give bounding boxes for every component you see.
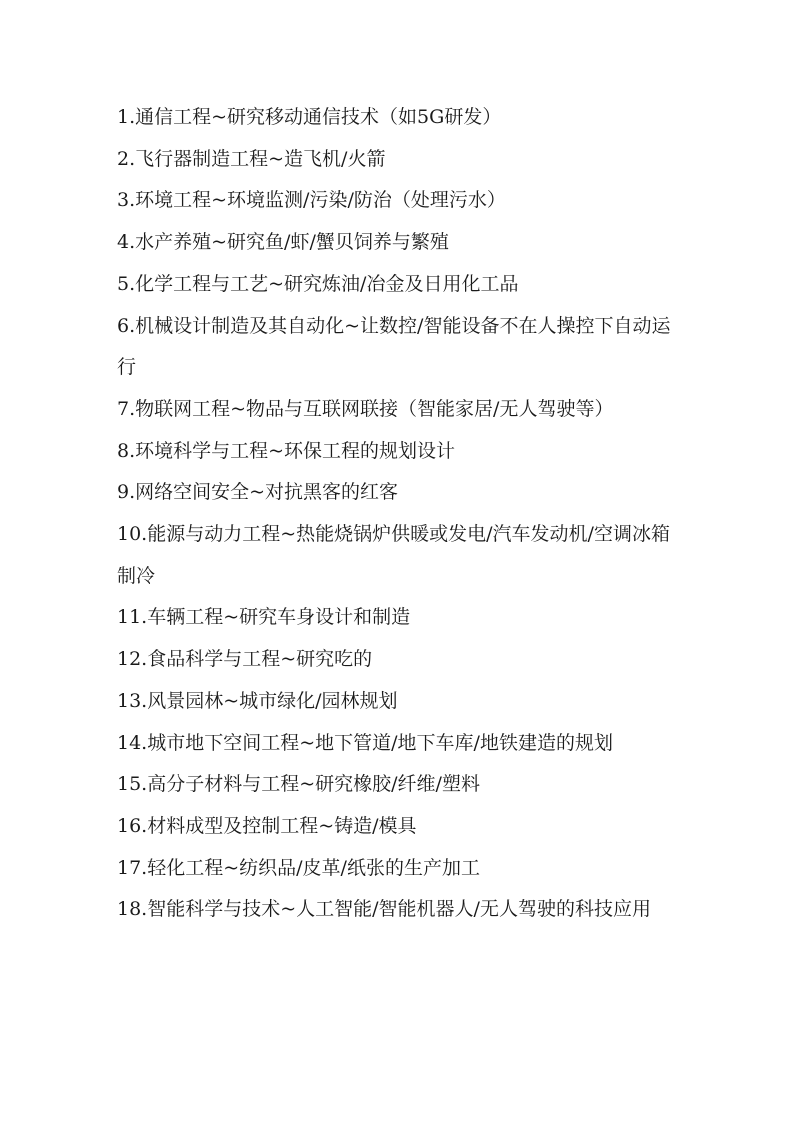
list-item: 15.高分子材料与工程~研究橡胶/纤维/塑料 <box>117 773 480 796</box>
list-item: 9.网络空间安全~对抗黑客的红客 <box>117 481 399 504</box>
list-item: 4.水产养殖~研究鱼/虾/蟹贝饲养与繁殖 <box>117 231 449 254</box>
list-item: 18.智能科学与技术~人工智能/智能机器人/无人驾驶的科技应用 <box>117 898 651 921</box>
list-item: 1.通信工程~研究移动通信技术（如5G研发） <box>117 106 502 128</box>
list-item: 6.机械设计制造及其自动化~让数控/智能设备不在人操控下自动运行 <box>117 314 671 379</box>
list-item: 11.车辆工程~研究车身设计和制造 <box>117 606 411 629</box>
list-item: 17.轻化工程~纺织品/皮革/纸张的生产加工 <box>117 856 480 879</box>
list-item: 5.化学工程与工艺~研究炼油/冶金及日用化工品 <box>117 272 519 295</box>
list-item: 3.环境工程~环境监测/污染/防治（处理污水） <box>117 189 506 212</box>
list-item: 10.能源与动力工程~热能烧锅炉供暖或发电/汽车发动机/空调冰箱制冷 <box>117 523 670 587</box>
list-item: 12.食品科学与工程~研究吃的 <box>117 648 373 671</box>
list-item: 7.物联网工程~物品与互联网联接（智能家居/无人驾驶等） <box>117 397 614 420</box>
list-item: 2.飞行器制造工程~造飞机/火箭 <box>117 147 386 170</box>
list-item: 16.材料成型及控制工程~铸造/模具 <box>117 814 417 837</box>
list-item: 13.风景园林~城市绿化/园林规划 <box>117 689 398 712</box>
list-item: 8.环境科学与工程~环保工程的规划设计 <box>117 439 456 462</box>
document-body <box>117 97 687 931</box>
list-item: 14.城市地下空间工程~地下管道/地下车库/地铁建造的规划 <box>117 731 613 754</box>
